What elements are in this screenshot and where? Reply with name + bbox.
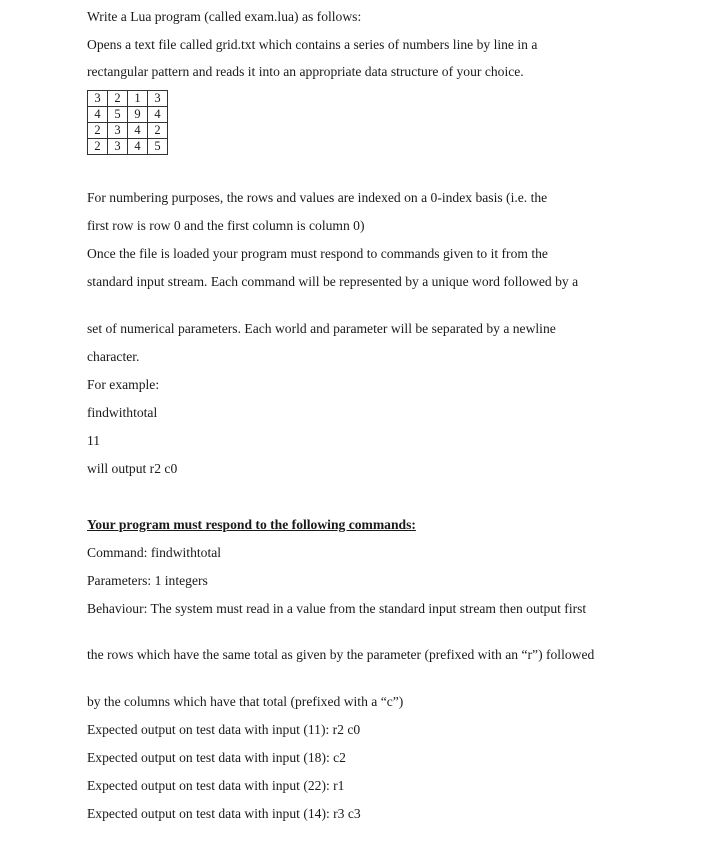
expected-output-11: Expected output on test data with input (11): r2 c0 xyxy=(87,722,361,737)
command-parameters: Parameters: 1 integers xyxy=(87,573,208,588)
body-line-1: For numbering purposes, the rows and values are indexed on a 0-index basis (i.e. the xyxy=(87,190,548,205)
command-behaviour-3: by the columns which have that total (prefixed with a “c”) xyxy=(87,694,404,709)
body-line-5: set of numerical parameters. Each world and parameter will be separated by a newline xyxy=(87,321,556,336)
body-line-4: standard input stream. Each command will be represented by a unique word followed by a xyxy=(87,274,579,289)
grid-cell: 2 xyxy=(88,139,108,155)
grid-cell: 4 xyxy=(148,107,168,123)
body-line-7: For example: xyxy=(87,377,160,392)
grid-row-0 xyxy=(88,91,168,107)
grid-cell: 2 xyxy=(88,123,108,139)
body-line-6: character. xyxy=(87,349,140,364)
grid-cell: 2 xyxy=(108,91,128,107)
grid-row-2 xyxy=(88,123,168,139)
body-line-3: Once the file is loaded your program must respond to commands given to it from the xyxy=(87,246,548,261)
grid-cell: 3 xyxy=(88,91,108,107)
command-behaviour-1: Behaviour: The system must read in a value from the standard input stream then output first xyxy=(87,601,587,616)
command-name: Command: findwithtotal xyxy=(87,545,222,560)
expected-output-22: Expected output on test data with input (22): r1 xyxy=(87,778,345,793)
commands-heading: Your program must respond to the following commands: xyxy=(87,517,416,532)
grid-cell: 5 xyxy=(108,107,128,123)
grid-row-1 xyxy=(88,107,168,123)
grid-cell: 4 xyxy=(88,107,108,123)
example-output: will output r2 c0 xyxy=(87,461,178,476)
command-behaviour-2: the rows which have the same total as given by the parameter (prefixed with an “r”) followed xyxy=(87,647,595,662)
body-line-2: first row is row 0 and the first column is column 0) xyxy=(87,218,365,233)
intro-line-1: Write a Lua program (called exam.lua) as follows: xyxy=(87,9,362,24)
grid-table xyxy=(87,90,168,155)
grid-cell: 3 xyxy=(148,91,168,107)
expected-output-18: Expected output on test data with input (18): c2 xyxy=(87,750,346,765)
grid-cell: 4 xyxy=(128,139,148,155)
grid-row-3 xyxy=(88,139,168,155)
grid-cell: 3 xyxy=(108,139,128,155)
grid-cell: 2 xyxy=(148,123,168,139)
intro-line-3: rectangular pattern and reads it into an appropriate data structure of your choice. xyxy=(87,64,524,79)
grid-cell: 3 xyxy=(108,123,128,139)
example-command: findwithtotal xyxy=(87,405,158,420)
grid-cell: 4 xyxy=(128,123,148,139)
example-parameter: 11 xyxy=(87,433,101,448)
intro-line-2: Opens a text file called grid.txt which contains a series of numbers line by line in a xyxy=(87,37,538,52)
grid-cell: 5 xyxy=(148,139,168,155)
expected-output-14: Expected output on test data with input (14): r3 c3 xyxy=(87,806,361,821)
grid-cell: 9 xyxy=(128,107,148,123)
grid-cell: 1 xyxy=(128,91,148,107)
